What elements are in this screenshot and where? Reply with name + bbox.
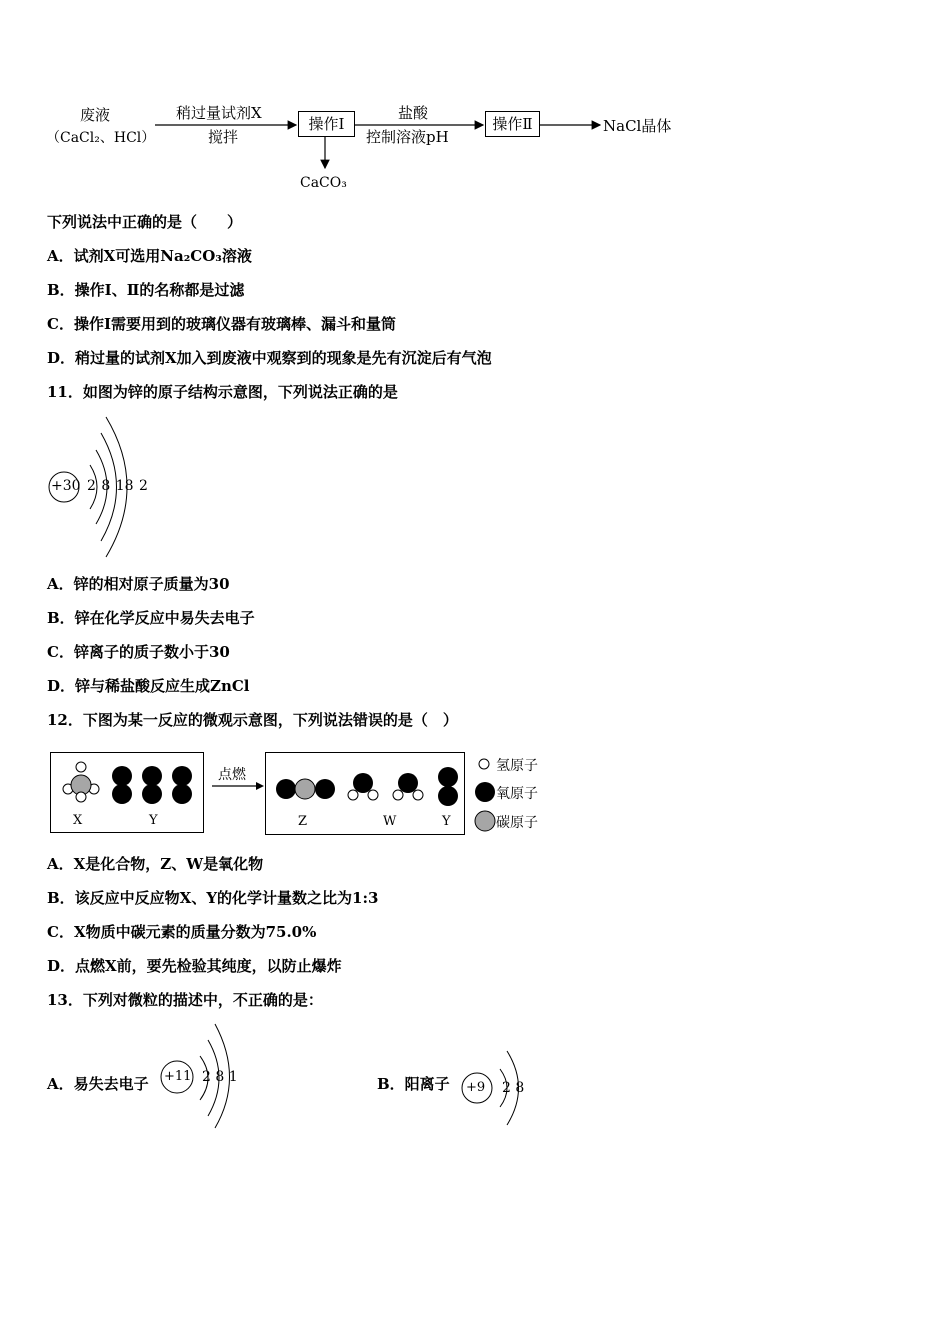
label-w: W [383,814,397,829]
fluorine-shells: 2 8 [502,1080,525,1096]
precipitate-label: CaCO₃ [300,175,347,191]
sodium-nucleus: +11 [164,1069,192,1084]
q11-option-a[interactable]: A．锌的相对原子质量为30 [47,575,230,593]
zinc-atom-diagram [46,415,166,560]
q11-option-b[interactable]: B．锌在化学反应中易失去电子 [47,609,255,627]
q12-option-b[interactable]: B．该反应中反应物X、Y的化学计量数之比为1:3 [47,889,379,907]
q11-option-c[interactable]: C．锌离子的质子数小于30 [47,643,230,661]
legend-carbon: 碳原子 [496,815,538,831]
q13-stem: 13．下列对微粒的描述中，不正确的是： [47,991,323,1009]
label-z: Z [298,814,308,829]
sodium-shells: 2 8 1 [202,1069,238,1085]
reaction-arrow [210,780,266,792]
product-label: NaCl晶体 [603,117,672,135]
q11-stem: 11．如图为锌的原子结构示意图，下列说法正确的是 [47,383,398,401]
q12-option-d[interactable]: D．点燃X前，要先检验其纯度，以防止爆炸 [47,957,342,975]
products-panel [265,752,465,835]
step1-stir: 搅拌 [208,128,239,146]
sodium-atom-diagram [158,1020,248,1130]
q11-option-d[interactable]: D．锌与稀盐酸反应生成ZnCl [47,677,250,695]
zinc-shells: 2 8 18 2 [87,478,148,494]
label-y-product: Y [442,814,451,829]
q10-option-d[interactable]: D．稍过量的试剂X加入到废液中观察到的现象是先有沉淀后有气泡 [47,349,492,367]
step2-reagent: 盐酸 [398,104,429,122]
fluorine-ion-diagram [460,1045,535,1130]
zinc-nucleus: +30 [51,478,81,494]
q12-stem: 12．下图为某一反应的微观示意图，下列说法错误的是（ ） [47,711,458,729]
waste-formula: （CaCl₂、HCl） [46,130,156,146]
label-y: Y [149,813,158,828]
q12-option-c[interactable]: C．X物质中碳元素的质量分数为75.0% [47,923,317,941]
atom-legend [474,755,554,835]
fluorine-nucleus: +9 [466,1080,486,1095]
ignite-label: 点燃 [218,767,246,783]
flowchart-arrows [0,0,950,200]
legend-hydrogen: 氢原子 [496,758,538,774]
q13-option-a-label[interactable]: A．易失去电子 [47,1075,149,1093]
step1-reagent: 稍过量试剂X [176,104,262,122]
step2-control: 控制溶液pH [366,128,449,146]
waste-label: 废液 [80,106,111,124]
q10-option-c[interactable]: C．操作I需要用到的玻璃仪器有玻璃棒、漏斗和量筒 [47,315,396,333]
q10-stem: 下列说法中正确的是（ ） [47,213,243,231]
reactants-panel [50,752,204,833]
legend-oxygen: 氧原子 [496,786,538,802]
label-x: X [73,813,83,828]
operation-1-box: 操作Ⅰ [298,111,355,137]
q12-option-a[interactable]: A．X是化合物，Z、W是氧化物 [47,855,264,873]
q10-option-a[interactable]: A．试剂X可选用Na₂CO₃溶液 [47,247,252,265]
q10-option-b[interactable]: B．操作Ⅰ、Ⅱ的名称都是过滤 [47,281,245,299]
q13-option-b-label[interactable]: B．阳离子 [377,1075,450,1093]
operation-2-box: 操作Ⅱ [485,111,540,137]
